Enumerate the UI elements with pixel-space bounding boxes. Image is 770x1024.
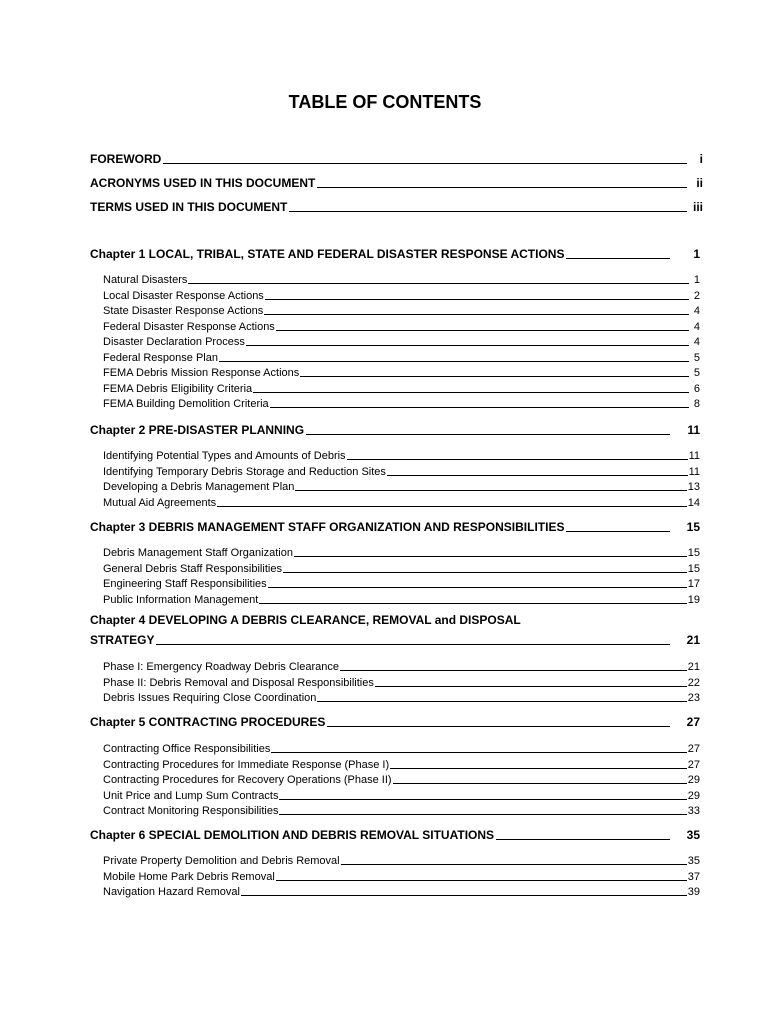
toc-entry-page: 19 [687, 593, 700, 606]
leader-line [188, 283, 689, 284]
toc-entry-label: Federal Response Plan [103, 351, 218, 364]
toc-entry-label: Contracting Procedures for Recovery Operations (Phase II) [103, 774, 392, 786]
leader-line [241, 895, 687, 896]
toc-entry-page: 17 [687, 578, 700, 590]
toc-entry-page: 15 [687, 562, 700, 575]
leader-line [340, 670, 687, 671]
toc-entry-page: 37 [687, 870, 700, 883]
toc-entry-page: 27 [687, 743, 700, 755]
chapter-heading [90, 419, 700, 437]
toc-entry [103, 787, 700, 802]
leader-line [163, 163, 687, 164]
chapter-heading-page: 27 [686, 715, 700, 729]
chapter-heading-label: Chapter 2 PRE-DISASTER PLANNING [90, 423, 305, 437]
toc-entry [103, 364, 700, 379]
toc-entry [103, 658, 700, 673]
leader-line [264, 314, 689, 315]
toc-entry-label: Debris Issues Requiring Close Coordination [103, 692, 317, 704]
leader-line [156, 644, 670, 645]
toc-entry [103, 349, 700, 364]
toc-entry-page: 15 [687, 547, 700, 559]
toc-entry [103, 395, 700, 410]
leader-line [327, 726, 670, 727]
toc-entry [103, 802, 700, 817]
chapter-heading-line: Chapter 4 DEVELOPING A DEBRIS CLEARANCE, REMOVAL and DISPOSAL [90, 613, 521, 627]
toc-entry [103, 463, 700, 478]
toc-entry [103, 689, 700, 704]
toc-entry-page: 4 [693, 320, 700, 333]
chapter-heading [90, 516, 700, 534]
toc-entry-label: Public Information Management [103, 593, 259, 606]
toc-entry-label: Navigation Hazard Removal [103, 886, 240, 898]
toc-entry-label: FEMA Debris Mission Response Actions [103, 367, 300, 379]
chapter-heading-label: Chapter 5 CONTRACTING PROCEDURES [90, 715, 326, 729]
leader-line [271, 752, 686, 753]
toc-entry-page: 29 [687, 789, 700, 802]
toc-entry [103, 852, 700, 867]
toc-entry-label: Unit Price and Lump Sum Contracts [103, 789, 279, 802]
leader-line [393, 783, 687, 784]
toc-entry-page: 39 [687, 886, 700, 898]
toc-entry-page: 11 [688, 465, 700, 478]
leader-line [276, 330, 689, 331]
chapter-heading-label: Chapter 6 SPECIAL DEMOLITION AND DEBRIS REMOVAL SITUATIONS [90, 828, 495, 842]
toc-entry-label: Federal Disaster Response Actions [103, 320, 275, 333]
toc-entry [103, 447, 700, 462]
toc-entry-label: Debris Management Staff Organization [103, 547, 293, 559]
toc-entry-page: 1 [693, 274, 700, 286]
toc-entry-top-label: FOREWORD [90, 152, 162, 166]
toc-entry-top-page: ii [696, 176, 703, 190]
leader-line [306, 434, 670, 435]
leader-line [246, 345, 689, 346]
toc-entry-page: 4 [693, 305, 700, 317]
toc-entry-label: Phase II: Debris Removal and Disposal Responsibilities [103, 676, 374, 689]
chapter-heading-label: Chapter 3 DEBRIS MANAGEMENT STAFF ORGANIZATION AND RESPONSIBILITIES [90, 520, 565, 534]
toc-entry-label: FEMA Debris Eligibility Criteria [103, 382, 253, 395]
toc-entry [103, 333, 700, 348]
toc-entry-top-page: i [699, 152, 703, 166]
toc-entry-label: Identifying Potential Types and Amounts of Debris [103, 450, 346, 462]
leader-line [375, 686, 687, 687]
toc-entry [103, 756, 700, 771]
toc-entry-label: Contracting Procedures for Immediate Response (Phase I) [103, 758, 390, 771]
chapter-heading-page: 21 [686, 633, 700, 647]
toc-entry-top-label: TERMS USED IN THIS DOCUMENT [90, 200, 288, 214]
toc-entry-label: Contracting Office Responsibilities [103, 743, 271, 755]
toc-entry [103, 575, 700, 590]
leader-line [341, 864, 687, 865]
toc-entry-page: 27 [687, 758, 700, 771]
toc-entry-page: 33 [687, 805, 700, 817]
leader-line [300, 376, 689, 377]
toc-entry-top-page: iii [692, 200, 703, 214]
toc-entry-label: Disaster Declaration Process [103, 336, 245, 348]
toc-entry-page: 8 [693, 398, 700, 410]
leader-line [270, 407, 689, 408]
leader-line [219, 361, 689, 362]
leader-line [253, 392, 689, 393]
leader-line [217, 506, 687, 507]
chapter-heading [90, 824, 700, 842]
leader-line [276, 880, 687, 881]
toc-entry-page: 22 [687, 676, 700, 689]
page-title: TABLE OF CONTENTS [288, 92, 482, 112]
leader-line [347, 459, 688, 460]
chapter-heading [90, 243, 700, 261]
toc-entry-label: Private Property Demolition and Debris Removal [103, 855, 340, 867]
toc-entry-label: State Disaster Response Actions [103, 305, 264, 317]
toc-entry-label: Identifying Temporary Debris Storage and Reduction Sites [103, 465, 386, 478]
toc-entry [103, 478, 700, 493]
toc-entry-label: Developing a Debris Management Plan [103, 481, 295, 493]
toc-entry-top-label: ACRONYMS USED IN THIS DOCUMENT [90, 176, 316, 190]
leader-line [279, 799, 686, 800]
leader-line [294, 556, 687, 557]
toc-entry-top [90, 148, 703, 166]
toc-entry-page: 5 [693, 367, 700, 379]
toc-entry [103, 380, 700, 395]
leader-line [295, 490, 686, 491]
toc-entry-label: Contract Monitoring Responsibilities [103, 805, 279, 817]
toc-entry-page: 6 [693, 382, 700, 395]
toc-entry [103, 883, 700, 898]
chapter-heading-page: 11 [687, 423, 700, 437]
leader-line [265, 299, 689, 300]
toc-entry [103, 560, 700, 575]
toc-entry-page: 29 [687, 774, 700, 786]
chapter-heading-label: STRATEGY [90, 633, 155, 647]
toc-entry [103, 771, 700, 786]
toc-entry [103, 302, 700, 317]
toc-entry [103, 271, 700, 286]
toc-entry [103, 544, 700, 559]
leader-line [566, 531, 670, 532]
toc-entry [103, 318, 700, 333]
leader-line [566, 258, 670, 259]
leader-line [289, 211, 687, 212]
toc-entry [103, 740, 700, 755]
leader-line [387, 475, 688, 476]
toc-entry-page: 5 [693, 351, 700, 364]
toc-entry-page: 14 [687, 496, 700, 509]
toc-entry-label: Local Disaster Response Actions [103, 289, 264, 302]
toc-entry-page: 21 [687, 661, 700, 673]
toc-entry-label: FEMA Building Demolition Criteria [103, 398, 269, 410]
toc-entry [103, 287, 700, 302]
toc-entry [103, 868, 700, 883]
chapter-heading-page: 1 [693, 247, 700, 261]
leader-line [279, 814, 686, 815]
toc-entry-page: 11 [688, 450, 700, 462]
toc-entry [103, 494, 700, 509]
chapter-heading [90, 629, 700, 647]
toc-entry-label: Engineering Staff Responsibilities [103, 578, 267, 590]
toc-entry-label: Natural Disasters [103, 274, 188, 286]
toc-entry-label: General Debris Staff Responsibilities [103, 562, 282, 575]
toc-entry-page: 2 [693, 289, 700, 302]
toc-entry-label: Phase I: Emergency Roadway Debris Clearance [103, 661, 340, 673]
chapter-heading-page: 15 [686, 520, 700, 534]
leader-line [259, 603, 686, 604]
toc-entry-page: 35 [687, 855, 700, 867]
toc-entry [103, 591, 700, 606]
toc-entry-label: Mutual Aid Agreements [103, 496, 217, 509]
chapter-heading-page: 35 [686, 828, 700, 842]
toc-entry-page: 13 [687, 481, 700, 493]
leader-line [496, 839, 670, 840]
chapter-heading [90, 711, 700, 729]
leader-line [317, 187, 687, 188]
leader-line [317, 701, 686, 702]
leader-line [268, 587, 687, 588]
chapter-heading-label: Chapter 1 LOCAL, TRIBAL, STATE AND FEDERAL DISASTER RESPONSE ACTIONS [90, 247, 565, 261]
toc-entry-page: 23 [687, 692, 700, 704]
toc-entry-top [90, 196, 703, 214]
toc-entry-top [90, 172, 703, 190]
leader-line [390, 768, 687, 769]
toc-entry-label: Mobile Home Park Debris Removal [103, 870, 275, 883]
leader-line [283, 572, 687, 573]
toc-entry-page: 4 [693, 336, 700, 348]
toc-entry [103, 674, 700, 689]
